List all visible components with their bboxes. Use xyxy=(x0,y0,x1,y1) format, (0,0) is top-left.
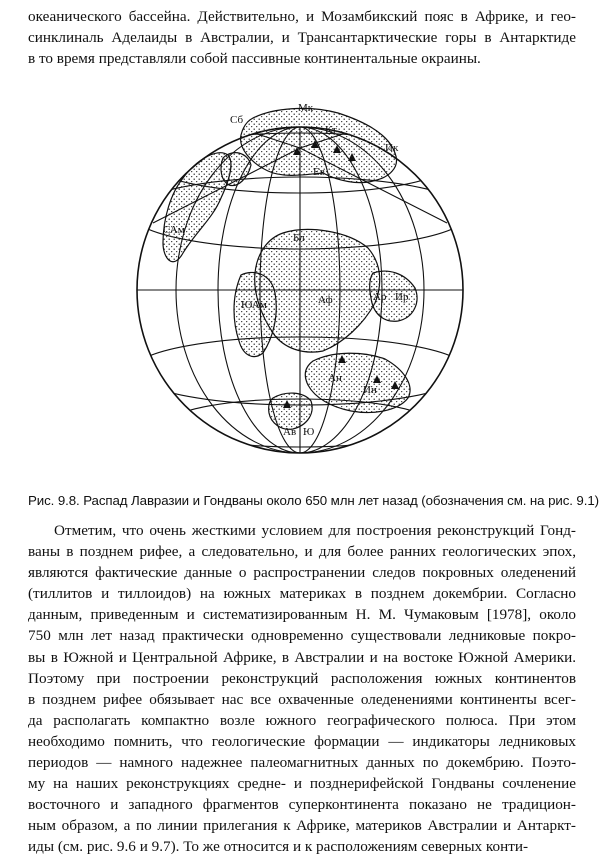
label-sam: САм xyxy=(163,224,185,236)
top-paragraph xyxy=(28,6,576,69)
globe-map xyxy=(133,93,467,487)
label-ir: Ир xyxy=(395,291,409,303)
label-sb: Сб xyxy=(230,114,244,126)
body-paragraph xyxy=(28,520,576,858)
label-yuam: ЮАм xyxy=(241,299,267,311)
label-av: Ав xyxy=(283,426,297,438)
globe-figure xyxy=(133,93,467,487)
label-yu: Ю xyxy=(303,426,315,438)
label-af: Аф xyxy=(318,294,333,306)
label-in: Ин xyxy=(363,384,377,396)
text-line: являются фактические данные о распространении следов покровных оледенений xyxy=(28,564,576,582)
label-kt: Кт xyxy=(325,124,337,136)
text-line: 750 млн лет назад практически одновременно существовали ледниковые покро- xyxy=(28,627,576,645)
text-line: необходимо помнить, что геологические формации — индикаторы ледниковых xyxy=(28,732,576,750)
label-ik: Ик xyxy=(385,142,399,154)
label-an: Ан xyxy=(328,372,342,384)
text-line: ным образом, а по линии прилегания к Африке, материков Австралии и Антаркт- xyxy=(28,817,576,835)
text-line: му на наших реконструкциях средне- и позднерифейской Гондваны сочленение xyxy=(28,775,576,793)
text-line: данным, приведенным и систематизированным Н. М. Чумаковым [1978], около xyxy=(28,606,576,624)
text-line: океанического бассейна. Действительно, и Мозамбикский пояс в Африке, и гео- xyxy=(28,8,576,25)
text-line: Отметим, что очень жесткими условием для построения реконструкций Гонд- xyxy=(54,522,576,539)
text-line: периодов — намного надежнее палеомагнитных данных по докембрию. Поэто- xyxy=(28,754,576,772)
label-ar: Ар xyxy=(373,291,387,303)
figure-caption: Рис. 9.8. Распад Лавразии и Гондваны около 650 млн лет назад (обозначения см. на рис. 9.1) xyxy=(28,493,599,508)
text-line: вы в Южной и Центральной Африке, в Австралии и на востоке Южной Америки. xyxy=(28,648,576,666)
text-line: восточного и западного фрагментов суперконтинента показано не традицион- xyxy=(28,796,576,814)
text-line: иды (см. рис. 9.6 и 9.7). То же относится и к расположениям северных конти- xyxy=(28,838,529,856)
text-line: да располагать компактно возле южного географического полюса. При этом xyxy=(28,711,576,729)
text-line: ваны в позднем рифее, а следовательно, и для более ранних геологических эпох, xyxy=(28,543,576,561)
text-line: (тиллитов и тиллоидов) на южных материках в позднем докембрии. Согласно xyxy=(28,585,576,603)
text-line: в то время представляли собой пассивные континентальные окраины. xyxy=(28,50,481,67)
text-line: синклиналь Аделаиды в Австралии, и Трансантарктические горы в Антарктиде xyxy=(28,29,576,46)
text-line: Поэтому при построении реконструкций расположения южных континентов xyxy=(28,669,576,687)
text-line: в позднем рифее обязывает нас все охваченные оледенениями континенты всег- xyxy=(28,690,576,708)
label-ev: Ев xyxy=(313,166,325,178)
label-bl: Бл xyxy=(293,232,305,244)
label-mk: Мк xyxy=(298,102,314,114)
